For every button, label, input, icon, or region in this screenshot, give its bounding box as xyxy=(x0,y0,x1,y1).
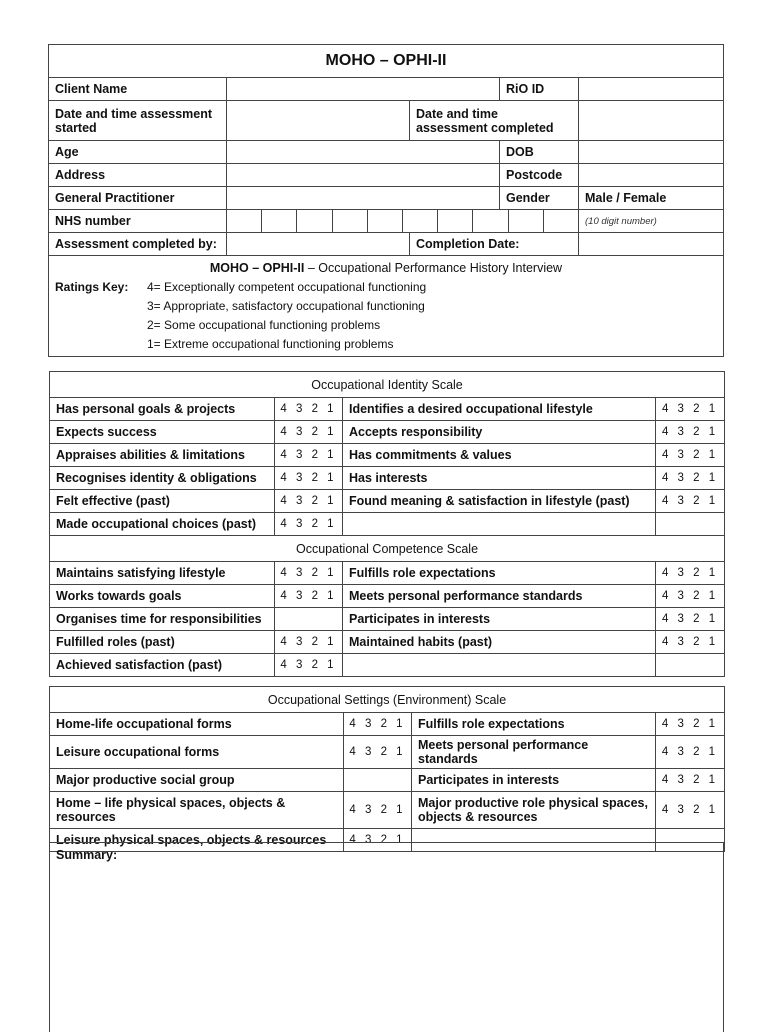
ratings-key-label: Ratings Key: xyxy=(55,280,129,294)
completed-by-label: Assessment completed by: xyxy=(49,233,227,256)
nhs-digit-box[interactable] xyxy=(297,210,332,232)
date-started-field[interactable] xyxy=(227,101,410,141)
completion-date-field[interactable] xyxy=(579,233,724,256)
table-row xyxy=(50,713,725,736)
nhs-digit-box[interactable] xyxy=(227,210,262,232)
competence-heading: Occupational Competence Scale xyxy=(50,536,725,562)
rating-cell[interactable]: 4 3 2 1 xyxy=(656,490,725,513)
ratings-key-item: 2= Some occupational functioning problems xyxy=(147,318,381,332)
postcode-label: Postcode xyxy=(500,164,579,187)
item-label: Meets personal performance standards xyxy=(343,585,656,608)
age-field[interactable] xyxy=(227,141,500,164)
date-completed-label: Date and time assessment completed xyxy=(410,101,579,141)
item-label: Found meaning & satisfaction in lifestyle (past) xyxy=(343,490,656,513)
nhs-digit-box[interactable] xyxy=(368,210,403,232)
table-row xyxy=(50,769,725,792)
nhs-digit-box[interactable] xyxy=(403,210,438,232)
rating-cell[interactable]: 4 3 2 1 xyxy=(275,444,343,467)
rating-cell[interactable]: 4 3 2 1 xyxy=(275,585,343,608)
rating-cell[interactable]: 4 3 2 1 xyxy=(656,631,725,654)
gender-value[interactable]: Male / Female xyxy=(579,187,724,210)
table-row xyxy=(50,631,725,654)
summary-label: Summary: xyxy=(56,848,118,862)
rating-cell[interactable]: 4 3 2 1 xyxy=(656,467,725,490)
item-label: Maintains satisfying lifestyle xyxy=(50,562,275,585)
rating-cell[interactable]: 4 3 2 1 xyxy=(275,562,343,585)
item-label: Achieved satisfaction (past) xyxy=(50,654,275,677)
table-row xyxy=(50,585,725,608)
rating-cell[interactable]: 4 3 2 1 xyxy=(656,608,725,631)
ratings-key-title-bold: MOHO – OPHI-II xyxy=(209,261,305,275)
table-row xyxy=(50,467,725,490)
table-row xyxy=(50,444,725,467)
table-row xyxy=(50,490,725,513)
nhs-label: NHS number xyxy=(49,210,227,233)
item-label: Has commitments & values xyxy=(343,444,656,467)
rio-id-field[interactable] xyxy=(579,78,724,101)
completion-date-label: Completion Date: xyxy=(410,233,579,256)
rating-cell[interactable]: 4 3 2 1 xyxy=(275,421,343,444)
summary-box[interactable] xyxy=(49,842,724,1032)
rating-cell[interactable]: 4 3 2 1 xyxy=(656,792,725,829)
ratings-key-item: 4= Exceptionally competent occupational functioning xyxy=(147,280,427,294)
rating-cell[interactable]: 4 3 2 1 xyxy=(275,631,343,654)
item-label: Fulfilled roles (past) xyxy=(50,631,275,654)
ratings-key-title xyxy=(55,259,717,278)
nhs-digit-box[interactable] xyxy=(333,210,368,232)
item-label: Appraises abilities & limitations xyxy=(50,444,275,467)
item-label xyxy=(343,513,656,536)
nhs-digit-box[interactable] xyxy=(509,210,544,232)
rating-cell[interactable]: 4 3 2 1 xyxy=(275,513,343,536)
nhs-hint: (10 digit number) xyxy=(579,210,724,233)
rating-cell[interactable]: 4 3 2 1 xyxy=(656,585,725,608)
item-label: Participates in interests xyxy=(343,608,656,631)
item-label: Has interests xyxy=(343,467,656,490)
postcode-field[interactable] xyxy=(579,164,724,187)
rating-cell[interactable]: 4 3 2 1 xyxy=(344,792,412,829)
item-label: Meets personal performance standards xyxy=(412,736,656,769)
rating-cell[interactable]: 4 3 2 1 xyxy=(656,713,725,736)
rating-cell[interactable]: 4 3 2 1 xyxy=(656,769,725,792)
item-label xyxy=(343,654,656,677)
rating-cell[interactable]: 4 3 2 1 xyxy=(275,654,343,677)
rating-cell[interactable]: 4 3 2 1 xyxy=(275,467,343,490)
rating-cell[interactable] xyxy=(275,608,343,631)
ratings-key-block xyxy=(49,256,724,357)
item-label: Fulfills role expectations xyxy=(343,562,656,585)
rating-cell[interactable]: 4 3 2 1 xyxy=(344,736,412,769)
item-label: Participates in interests xyxy=(412,769,656,792)
rating-cell[interactable]: 4 3 2 1 xyxy=(275,490,343,513)
item-label: Fulfills role expectations xyxy=(412,713,656,736)
form-title: MOHO – OPHI-II xyxy=(49,45,724,78)
item-label: Home-life occupational forms xyxy=(50,713,344,736)
item-label: Accepts responsibility xyxy=(343,421,656,444)
rating-cell[interactable] xyxy=(344,769,412,792)
table-row xyxy=(50,792,725,829)
item-label: Expects success xyxy=(50,421,275,444)
ratings-key-item: 1= Extreme occupational functioning problems xyxy=(147,337,394,351)
rating-cell[interactable]: 4 3 2 1 xyxy=(656,562,725,585)
ratings-key-title-rest: – Occupational Performance History Interview xyxy=(304,261,563,275)
identity-heading: Occupational Identity Scale xyxy=(50,372,725,398)
nhs-digit-box[interactable] xyxy=(438,210,473,232)
client-details-table xyxy=(48,44,724,357)
settings-heading: Occupational Settings (Environment) Scale xyxy=(50,687,725,713)
ratings-key-item: 3= Appropriate, satisfactory occupational functioning xyxy=(147,299,425,313)
table-row xyxy=(50,421,725,444)
rating-cell[interactable] xyxy=(656,654,725,677)
item-label: Home – life physical spaces, objects & resources xyxy=(50,792,344,829)
client-name-label: Client Name xyxy=(49,78,227,101)
table-row xyxy=(50,562,725,585)
table-row xyxy=(50,513,725,536)
identity-competence-table xyxy=(49,371,725,677)
date-started-label: Date and time assessment started xyxy=(49,101,227,141)
dob-label: DOB xyxy=(500,141,579,164)
nhs-digit-box[interactable] xyxy=(262,210,297,232)
item-label: Leisure physical spaces, objects & resources xyxy=(50,829,344,852)
nhs-digit-box[interactable] xyxy=(473,210,508,232)
item-label: Has personal goals & projects xyxy=(50,398,275,421)
table-row xyxy=(50,736,725,769)
gp-label: General Practitioner xyxy=(49,187,227,210)
rating-cell[interactable]: 4 3 2 1 xyxy=(275,398,343,421)
rating-cell[interactable]: 4 3 2 1 xyxy=(344,713,412,736)
client-name-field[interactable] xyxy=(227,78,500,101)
nhs-digit-box[interactable] xyxy=(544,210,578,232)
item-label: Organises time for responsibilities xyxy=(50,608,275,631)
rating-cell[interactable]: 4 3 2 1 xyxy=(656,421,725,444)
item-label: Recognises identity & obligations xyxy=(50,467,275,490)
rating-cell[interactable]: 4 3 2 1 xyxy=(656,398,725,421)
item-label: Felt effective (past) xyxy=(50,490,275,513)
completed-by-field[interactable] xyxy=(227,233,410,256)
address-label: Address xyxy=(49,164,227,187)
item-label: Identifies a desired occupational lifestyle xyxy=(343,398,656,421)
address-field[interactable] xyxy=(227,164,500,187)
gp-field[interactable] xyxy=(227,187,500,210)
item-label: Major productive social group xyxy=(50,769,344,792)
rio-id-label: RiO ID xyxy=(500,78,579,101)
date-completed-field[interactable] xyxy=(579,101,724,141)
dob-field[interactable] xyxy=(579,141,724,164)
item-label: Leisure occupational forms xyxy=(50,736,344,769)
item-label: Made occupational choices (past) xyxy=(50,513,275,536)
item-label: Maintained habits (past) xyxy=(343,631,656,654)
age-label: Age xyxy=(49,141,227,164)
rating-cell[interactable]: 4 3 2 1 xyxy=(656,736,725,769)
nhs-digit-boxes[interactable] xyxy=(227,210,579,233)
gender-label: Gender xyxy=(500,187,579,210)
rating-cell[interactable]: 4 3 2 1 xyxy=(344,829,412,852)
rating-cell[interactable] xyxy=(656,513,725,536)
table-row xyxy=(50,608,725,631)
item-label: Works towards goals xyxy=(50,585,275,608)
item-label: Major productive role physical spaces, objects & resources xyxy=(412,792,656,829)
rating-cell[interactable]: 4 3 2 1 xyxy=(656,444,725,467)
table-row xyxy=(50,654,725,677)
table-row xyxy=(50,398,725,421)
settings-table xyxy=(49,686,725,852)
